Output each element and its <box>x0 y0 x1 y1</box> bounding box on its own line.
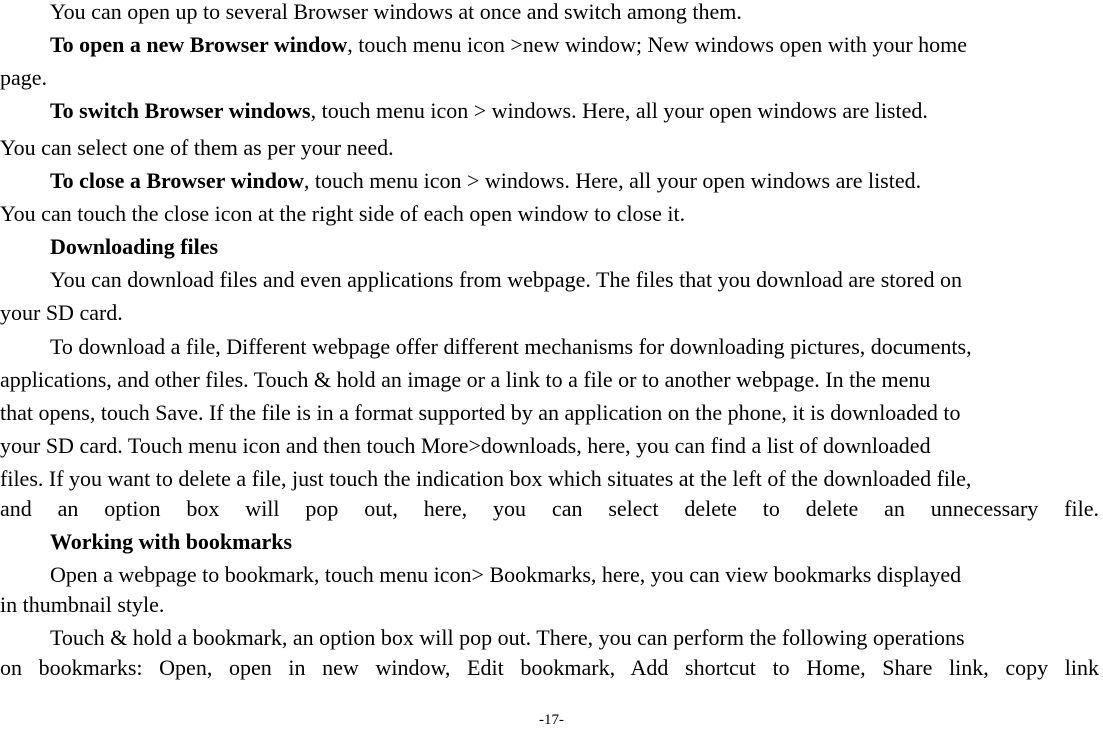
paragraph-open-window <box>0 28 1103 61</box>
paragraph-intro <box>0 0 1103 28</box>
text-line: You can touch the close icon at the right side of each open window to close it. <box>0 201 686 226</box>
text-line: your SD card. Touch menu icon and then touch More>downloads, here, you can find a list of downloaded <box>0 433 931 458</box>
text-line: You can open up to several Browser windows at once and switch among them. <box>50 0 742 24</box>
text-line: and an option box will pop out, here, you can select delete to delete an unnecessary file. <box>0 496 1099 521</box>
text-line: , touch menu icon >new window; New windows open with your home <box>347 32 968 57</box>
text-line: To download a file, Different webpage offer different mechanisms for downloading pictures, documents, <box>50 334 972 359</box>
paragraph-switch-windows <box>0 94 1103 127</box>
bold-term: To close a Browser window <box>50 168 304 193</box>
text-line: on bookmarks: Open, open in new window, Edit bookmark, Add shortcut to Home, Share link, copy link <box>0 655 1099 680</box>
text-line: that opens, touch Save. If the file is in a format supported by an application on the phone, it is downloaded to <box>0 400 961 425</box>
paragraph-close-window <box>0 164 1103 197</box>
text-line: in thumbnail style. <box>0 592 165 617</box>
page-number: -17- <box>539 712 564 728</box>
heading-working-with-bookmarks: Working with bookmarks <box>50 529 293 554</box>
text-line: applications, and other files. Touch & hold an image or a link to a file or to another webpage. In the menu <box>0 367 931 392</box>
text-line: Open a webpage to bookmark, touch menu icon> Bookmarks, here, you can view bookmarks displayed <box>50 562 962 587</box>
text-line: , touch menu icon > windows. Here, all your open windows are listed. <box>310 98 928 123</box>
bold-term: To switch Browser windows <box>50 98 311 123</box>
text-line: files. If you want to delete a file, just touch the indication box which situates at the left of the downloaded file, <box>0 466 972 491</box>
heading-downloading-files: Downloading files <box>50 234 219 259</box>
bold-term: To open a new Browser window <box>50 32 348 57</box>
text-line: You can download files and even applications from webpage. The files that you download are stored on <box>50 267 962 292</box>
text-line: your SD card. <box>0 300 123 325</box>
text-line: page. <box>0 65 48 90</box>
text-line: Touch & hold a bookmark, an option box will pop out. There, you can perform the following operations <box>50 625 965 650</box>
text-line: You can select one of them as per your need. <box>0 135 394 160</box>
text-line: , touch menu icon > windows. Here, all your open windows are listed. <box>303 168 922 193</box>
